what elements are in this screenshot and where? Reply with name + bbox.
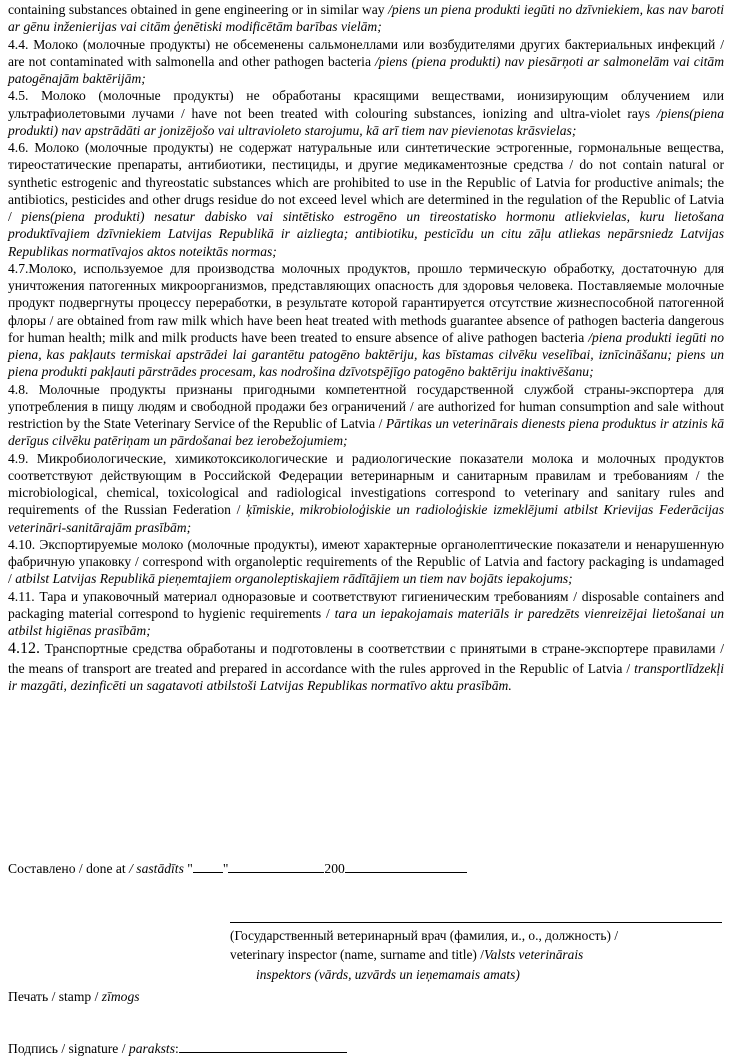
text-segment: ķīmiskie, mikrobioloģiskie un radioloģiskie izmeklējumi atbilst Krievijas Federācijas veterināri-sanitārajām prasībām;	[8, 502, 724, 535]
text-segment: (Государственный ветеринарный врач (фамилия, и., о., должность) /	[230, 928, 619, 943]
text-segment: /piens un piena produkti iegūti no dzīvniekiem, kas nav baroti ar gēnu inženierijas vai citām ģenētiski modificētām barības vielām;	[8, 2, 724, 35]
paragraph-4-6	[8, 139, 724, 260]
certificate-body	[8, 1, 724, 694]
text-segment: tara un iepakojamais materiāls ir paredzēts vienreizējai lietošanai un atbilst higiēnas prasībām;	[8, 605, 725, 638]
paragraph-4-11	[8, 588, 724, 640]
text-segment: 4.10. Экспортируемые молоко (молочные продукты), имеют характерные органолептические показатели и ненарушенную фабричную упаковку / correspond with organoleptic requirements of the Republic of Latvia and factory packaging is undamaged /	[8, 536, 724, 587]
text-segment: / sastādīts	[129, 861, 188, 876]
text-segment: :	[174, 1041, 179, 1056]
paragraph-4-8	[8, 381, 724, 450]
inspector-line-ru	[230, 926, 722, 945]
text-segment: 4.8. Молочные продукты признаны пригодными компетентной государственной службой страны-экспортера для употребления в пищу людям и свободной продажи без ограничений / are authorized for human consumption and sale without restriction by the State Veterinary Service of the Republic of Latvia /	[8, 381, 724, 431]
blank-signature-field	[179, 1040, 347, 1053]
text-segment: 4.9. Микробиологические, химикотоксикологические и радиологические показатели молока и молочных продуктов соответствуют действующим в Российской Федерации ветеринарным и санитарным правилам и требованиям / the microbiological, chemical, toxicological and radiological investigations correspond to veterinary and sanitary rules and requirements of the Russian Federation /	[8, 450, 724, 518]
text-segment: 4.6. Молоко (молочные продукты) не содержат натуральные или синтетические эстрогенные, гормональные вещества, тиреостатические препараты, антибиотики, пестициды, и другие медикаментозные средства / do not contain natural or synthetic estrogenic and thyreostatic substances which are prohibited to use in the Republic of Latvia for productive animals; the antibiotics, pesticides and other drugs residue do not exceed level which are determined in the regulation of the Republic of Latvia /	[8, 140, 724, 224]
text-segment: 4.11. Тара и упаковочный материал одноразовые и соответствуют гигиеническим требованиям / disposable containers and packaging material correspond to hygienic requirements /	[8, 588, 724, 621]
signature-line	[8, 1040, 347, 1057]
text-segment: atbilst Latvijas Republikā pieņemtajiem organoleptiskajiem rādītājiem un tiem nav bojāts iepakojums;	[15, 571, 573, 587]
text-segment: /piens(piena produkti) nav apstrādāti ar jonizējošo vai ultravioleto starojumu, kā arī tiem nav pievienotas krāsvielas;	[8, 105, 724, 138]
text-segment: 4.12.	[8, 640, 40, 658]
done-at-line	[8, 860, 467, 877]
signature-label	[8, 1041, 179, 1056]
text-segment: Valsts veterinārais	[483, 947, 584, 963]
text-segment: transportlīdzekļi ir mazgāti, dezinficēti un sagatavoti atbilstoši Latvijas Republikas normatīvo aktu prasībām.	[8, 660, 724, 693]
paragraph-4-5	[8, 87, 724, 139]
blank-year-field	[345, 860, 467, 873]
text-segment: veterinary inspector (name, surname and title) /	[230, 947, 484, 963]
stamp-label	[8, 989, 140, 1004]
text-segment: 4.7.Молоко, используемое для производства молочных продуктов, прошло термическую обработку, достаточную для уничтожения патогенных микроорганизмов, представляющих опасность для здоровья человека. Поставляемые молочные продукт подвергнуты процессу переработки, в результате которой гарантируется отсутствие жизнеспособной патогенной флоры / are obtained from raw milk which have been heat treated with methods guarantee absence of pathogen bacteria dangerous for human health; milk and milk products have been treated to ensure absence of alive pathogen bacteria	[8, 260, 724, 345]
close-quote: "	[222, 861, 229, 876]
paragraph-4-4	[8, 36, 724, 88]
open-quote: "	[187, 861, 193, 876]
text-segment: Печать / stamp /	[8, 989, 102, 1004]
text-segment: 4.5. Молоко (молочные продукты) не обработаны красящими веществами, ионизирующим облучением или ультрафиолетовыми лучами / have not been treated with colouring substances, ionizing and ultra-violet rays	[8, 88, 724, 121]
inspector-signature-block	[230, 922, 722, 984]
text-segment: /piena produkti iegūti no piena, kas pakļauts termiskai apstrādei lai garantētu patogēno baktēriju, kas bīstamas cilvēku veselībai, iznīcināšanu; piens un piena produkti pakļauti pārstrādes procesam, kas nodrošina dzīvotspējīgo patogēno baktēriju inaktivēšanu;	[8, 329, 724, 380]
text-segment: /piens (piena produkti) nav piesārņoti ar salmonelām vai citām patogēnajām baktērijām;	[8, 53, 725, 86]
text-segment: 4.4. Молоко (молочные продукты) не обсеменены сальмонеллами или возбудителями других бактериальных инфекций / are not contaminated with salmonella and other pathogen bacteria	[8, 36, 724, 69]
paragraph-continuation	[8, 1, 724, 36]
paragraph-4-10	[8, 536, 724, 588]
text-segment: Pārtikas un veterinārais dienests piena produktus ir atzinis kā derīgus cilvēku patēriņam un pārdošanai bez ierobežojumiem;	[8, 416, 724, 449]
blank-day-field	[193, 860, 223, 873]
text-segment: piens(piena produkti) nesatur dabisko vai sintētisko estrogēno un tireostatisko hormonu atliekvielas, kuru lietošana produktīvajiem dzīvniekiem Latvijas Republikā ir aizliegta; antibiotiku, pesticīdu un citu zāļu atliekas nepārsniedz Latvijas Republikas normatīvajos aktos noteiktās normas;	[8, 209, 724, 259]
text-segment: paraksts	[128, 1041, 175, 1056]
text-segment: zīmogs	[101, 989, 140, 1004]
text-segment: inspektors (vārds, uzvārds un ieņemamais amats)	[256, 966, 520, 982]
inspector-line-en	[230, 945, 722, 964]
text-segment: containing substances obtained in gene engineering or in similar way	[8, 2, 389, 17]
paragraph-4-12	[8, 639, 724, 694]
text-segment: Транспортные средства обработаны и подготовлены в соответствии с принятыми в стране-экспортере правилами / the means of transport are treated and prepared in accordance with the rules approved in the Republic of Latvia /	[8, 641, 724, 676]
paragraph-4-9	[8, 450, 724, 536]
done-at-label	[8, 861, 187, 876]
paragraph-4-7	[8, 260, 724, 381]
stamp-line	[8, 988, 140, 1005]
text-segment: Подпись / signature /	[8, 1041, 129, 1056]
inspector-line-lv	[230, 965, 722, 984]
text-segment: Составлено / done at	[8, 861, 130, 876]
year-prefix: 200	[324, 861, 345, 876]
blank-month-field	[228, 860, 324, 873]
